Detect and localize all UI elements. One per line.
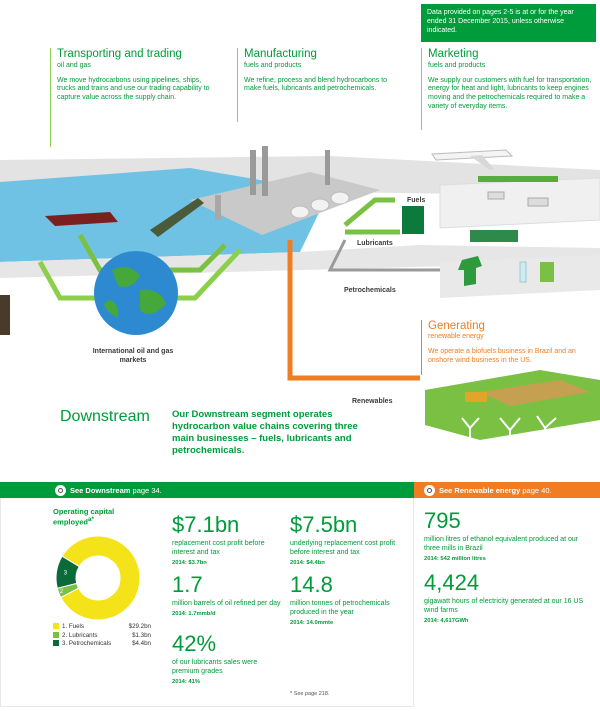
generating-text: We operate a biofuels business in Brazil and an onshore wind business in the US. (428, 348, 576, 364)
stat-prior-year: 2014: $4.4bn (290, 559, 325, 566)
operating-capital-mark: a (88, 516, 92, 524)
transporting-section (50, 48, 220, 147)
car (528, 198, 548, 206)
stat-wind-electricity (424, 572, 594, 624)
storage-tank (311, 199, 329, 211)
operating-capital-title-line1: Operating capital (53, 507, 115, 516)
search-icon (424, 485, 435, 496)
legend-swatch-lubricants (53, 632, 59, 638)
stat-value: 795 (424, 508, 461, 533)
stat-description: underlying replacement cost profit before interest and tax (290, 540, 396, 556)
stat-description: million litres of ethanol equivalent produced at our three mills in Brazil (424, 536, 579, 552)
stat-rc-profit (172, 514, 282, 566)
stat-prior-year: 2014: 41% (172, 678, 201, 685)
footnote: * See page 218. (290, 691, 330, 697)
stat-description: million barrels of oil refined per day (172, 600, 281, 607)
refinery-tower (325, 150, 330, 185)
refinery-tower (215, 195, 221, 220)
generating-section (421, 320, 596, 375)
fuels-label: Fuels (407, 197, 426, 204)
marketing-section (421, 48, 596, 130)
see-downstream-link[interactable] (55, 485, 162, 496)
stat-value: 42% (172, 631, 217, 656)
operating-capital-note: * (91, 516, 94, 524)
storage-tank (331, 192, 349, 204)
petrochemicals-label: Petrochemicals (344, 287, 396, 294)
see-downstream-label: See Downstream (70, 486, 131, 495)
see-renewable-page: page 40. (522, 486, 552, 495)
manufacturing-subtitle: fuels and products (244, 61, 302, 69)
transporting-subtitle: oil and gas (57, 61, 91, 69)
stat-value: 14.8 (290, 572, 333, 597)
boat (470, 230, 518, 242)
harvester (465, 392, 487, 402)
car (488, 192, 504, 199)
legend-swatch-petrochemicals (53, 640, 59, 646)
operating-capital-legend (53, 623, 151, 649)
stat-oil-refined (172, 574, 282, 617)
stat-description: of our lubricants sales were premium grades (172, 659, 258, 675)
stat-underlying-rc-profit (290, 514, 408, 566)
operating-capital-title-line2: employed (53, 517, 89, 527)
downstream-intro: Our Downstream segment operates hydrocarbon value chains covering three main businesses – fuels, lubricants and petrochemicals. (172, 409, 358, 456)
stat-value: $7.5bn (290, 512, 358, 537)
lubricant-can (402, 206, 424, 234)
marketing-title: Marketing (428, 48, 479, 60)
legend-row-petrochemicals (53, 640, 151, 647)
donut-slice-label: 3 (63, 570, 68, 577)
downstream-title: Downstream (60, 408, 150, 425)
stat-value: 1.7 (172, 572, 203, 597)
legend-row-lubricants (53, 632, 151, 639)
marketing-subtitle: fuels and products (428, 61, 486, 69)
international-markets-label: International oil and gas markets (92, 348, 174, 364)
manufacturing-section (237, 48, 402, 122)
lubricants-label: Lubricants (357, 240, 393, 247)
stat-value: 4,424 (424, 570, 480, 595)
search-icon (55, 485, 66, 496)
manufacturing-text: We refine, process and blend hydrocarbons to make fuels, lubricants and petrochemicals. (244, 76, 388, 93)
bottle (520, 262, 526, 282)
legend-row-fuels (53, 623, 151, 630)
stat-premium-lubricants (172, 633, 282, 685)
legend-value: $29.2bn (128, 623, 151, 630)
renewables-label: Renewables (352, 398, 393, 405)
data-note: Data provided on pages 2-5 is at or for the year ended 31 December 2015, unless otherwise indicated. (421, 4, 596, 42)
see-downstream-page: page 34. (132, 486, 162, 495)
stat-description: million tonnes of petrochemicals produced in the year (290, 600, 390, 616)
operating-capital-title (53, 507, 114, 527)
land-block (0, 295, 10, 335)
transporting-title: Transporting and trading (57, 48, 182, 60)
legend-name: 2. Lubricants (62, 631, 98, 639)
stat-description: gigawatt hours of electricity generated at our 16 US wind farms (424, 598, 584, 614)
manufacturing-title: Manufacturing (244, 48, 317, 60)
stat-prior-year: 2014: 14.0mmte (290, 619, 334, 626)
legend-value: $1.3bn (132, 631, 151, 639)
fuel-station-platform (440, 178, 600, 228)
generating-subtitle: renewable energy (428, 333, 484, 340)
stat-prior-year: 2014: 4,617GWh (424, 617, 469, 624)
stat-prior-year: 2014: 1.7mmb/d (172, 610, 216, 617)
stat-description: replacement cost profit before interest and tax (172, 540, 265, 556)
stat-prior-year: 2014: $3.7bn (172, 559, 207, 566)
donut-slice-label: 2 (59, 588, 64, 595)
legend-swatch-fuels (53, 623, 59, 629)
stat-ethanol (424, 510, 594, 562)
stat-petrochemicals-produced (290, 574, 408, 626)
storage-tank (291, 206, 309, 218)
stat-prior-year: 2014: 542 million litres (424, 555, 486, 562)
stat-value: $7.1bn (172, 512, 240, 537)
globe-icon (94, 251, 178, 335)
see-renewable-link[interactable] (424, 485, 552, 496)
refinery-tower (262, 146, 268, 196)
flow-line-fuels (345, 200, 395, 225)
see-renewable-label: See Renewable energy (439, 486, 521, 495)
marketing-text: We supply our customers with fuel for transportation, energy for heat and light, lubricants to keep engines moving and the petrochemicals required to make a variety of everyday items. (428, 76, 592, 110)
refinery-tower (250, 150, 256, 195)
station-canopy (478, 176, 558, 182)
operating-capital-donut-chart (53, 533, 143, 623)
legend-name: 3. Petrochemicals (62, 640, 112, 647)
legend-name: 1. Fuels (62, 623, 85, 630)
bin (540, 262, 554, 282)
legend-value: $4.4bn (132, 640, 151, 647)
transporting-text: We move hydrocarbons using pipelines, ships, trucks and trains and use our trading capability to capture value across the supply chain. (57, 76, 210, 102)
generating-title: Generating (428, 320, 485, 332)
